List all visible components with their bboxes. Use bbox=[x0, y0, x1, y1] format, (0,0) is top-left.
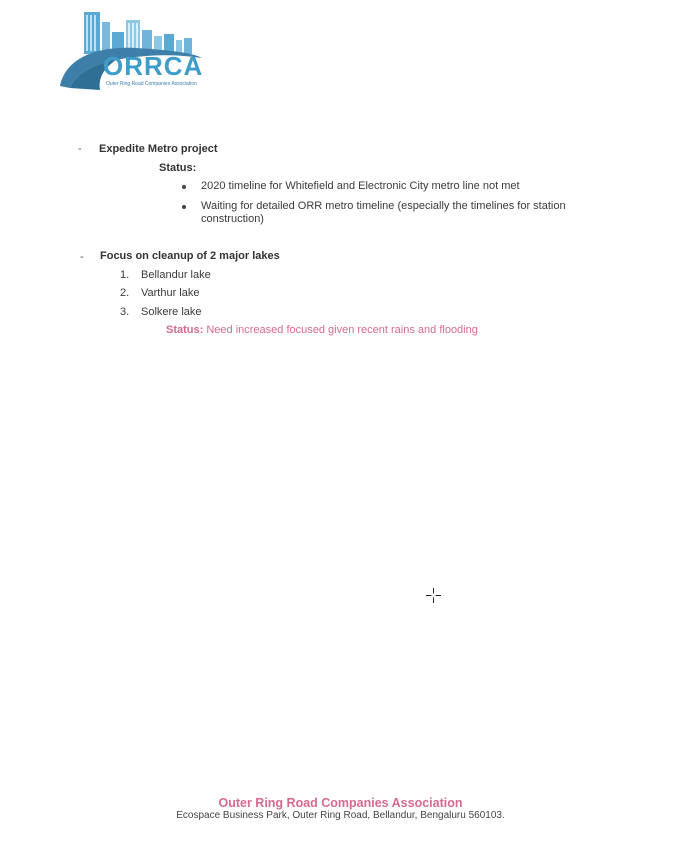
section2-status-label: Status: bbox=[166, 324, 204, 336]
section1-heading: Expedite Metro project bbox=[99, 143, 218, 155]
section2-heading: Focus on cleanup of 2 major lakes bbox=[100, 250, 280, 262]
list-item-solkere: Solkere lake bbox=[141, 306, 202, 318]
section1-bullet-2-line1: Waiting for detailed ORR metro timeline (especially the timelines for station bbox=[201, 200, 566, 212]
bullet-dot bbox=[182, 185, 186, 189]
list-item-number: 1. bbox=[120, 269, 130, 281]
crosshair-cursor-icon bbox=[426, 588, 441, 603]
section2-status-line bbox=[166, 324, 478, 336]
list-item-number: 2. bbox=[120, 287, 130, 299]
footer-address: Ecospace Business Park, Outer Ring Road, Bellandur, Bengaluru 560103. bbox=[176, 810, 505, 821]
section2-dash: - bbox=[80, 251, 84, 263]
section1-bullet-2-line2: construction) bbox=[201, 213, 264, 225]
logo-wordmark: ORRCA bbox=[103, 51, 204, 81]
section2-status-text: Need increased focused given recent rains and flooding bbox=[206, 324, 478, 336]
logo-tagline: Outer Ring Road Companies Association bbox=[106, 81, 197, 87]
list-item-varthur: Varthur lake bbox=[141, 287, 200, 299]
bullet-dot bbox=[182, 205, 186, 209]
orrca-logo bbox=[56, 8, 206, 92]
section1-dash: - bbox=[78, 143, 82, 155]
footer-title: Outer Ring Road Companies Association bbox=[218, 796, 463, 810]
list-item-number: 3. bbox=[120, 306, 130, 318]
section1-status-label: Status: bbox=[159, 162, 197, 174]
list-item-bellandur: Bellandur lake bbox=[141, 269, 211, 281]
section1-bullet-1: 2020 timeline for Whitefield and Electronic City metro line not met bbox=[201, 180, 520, 192]
